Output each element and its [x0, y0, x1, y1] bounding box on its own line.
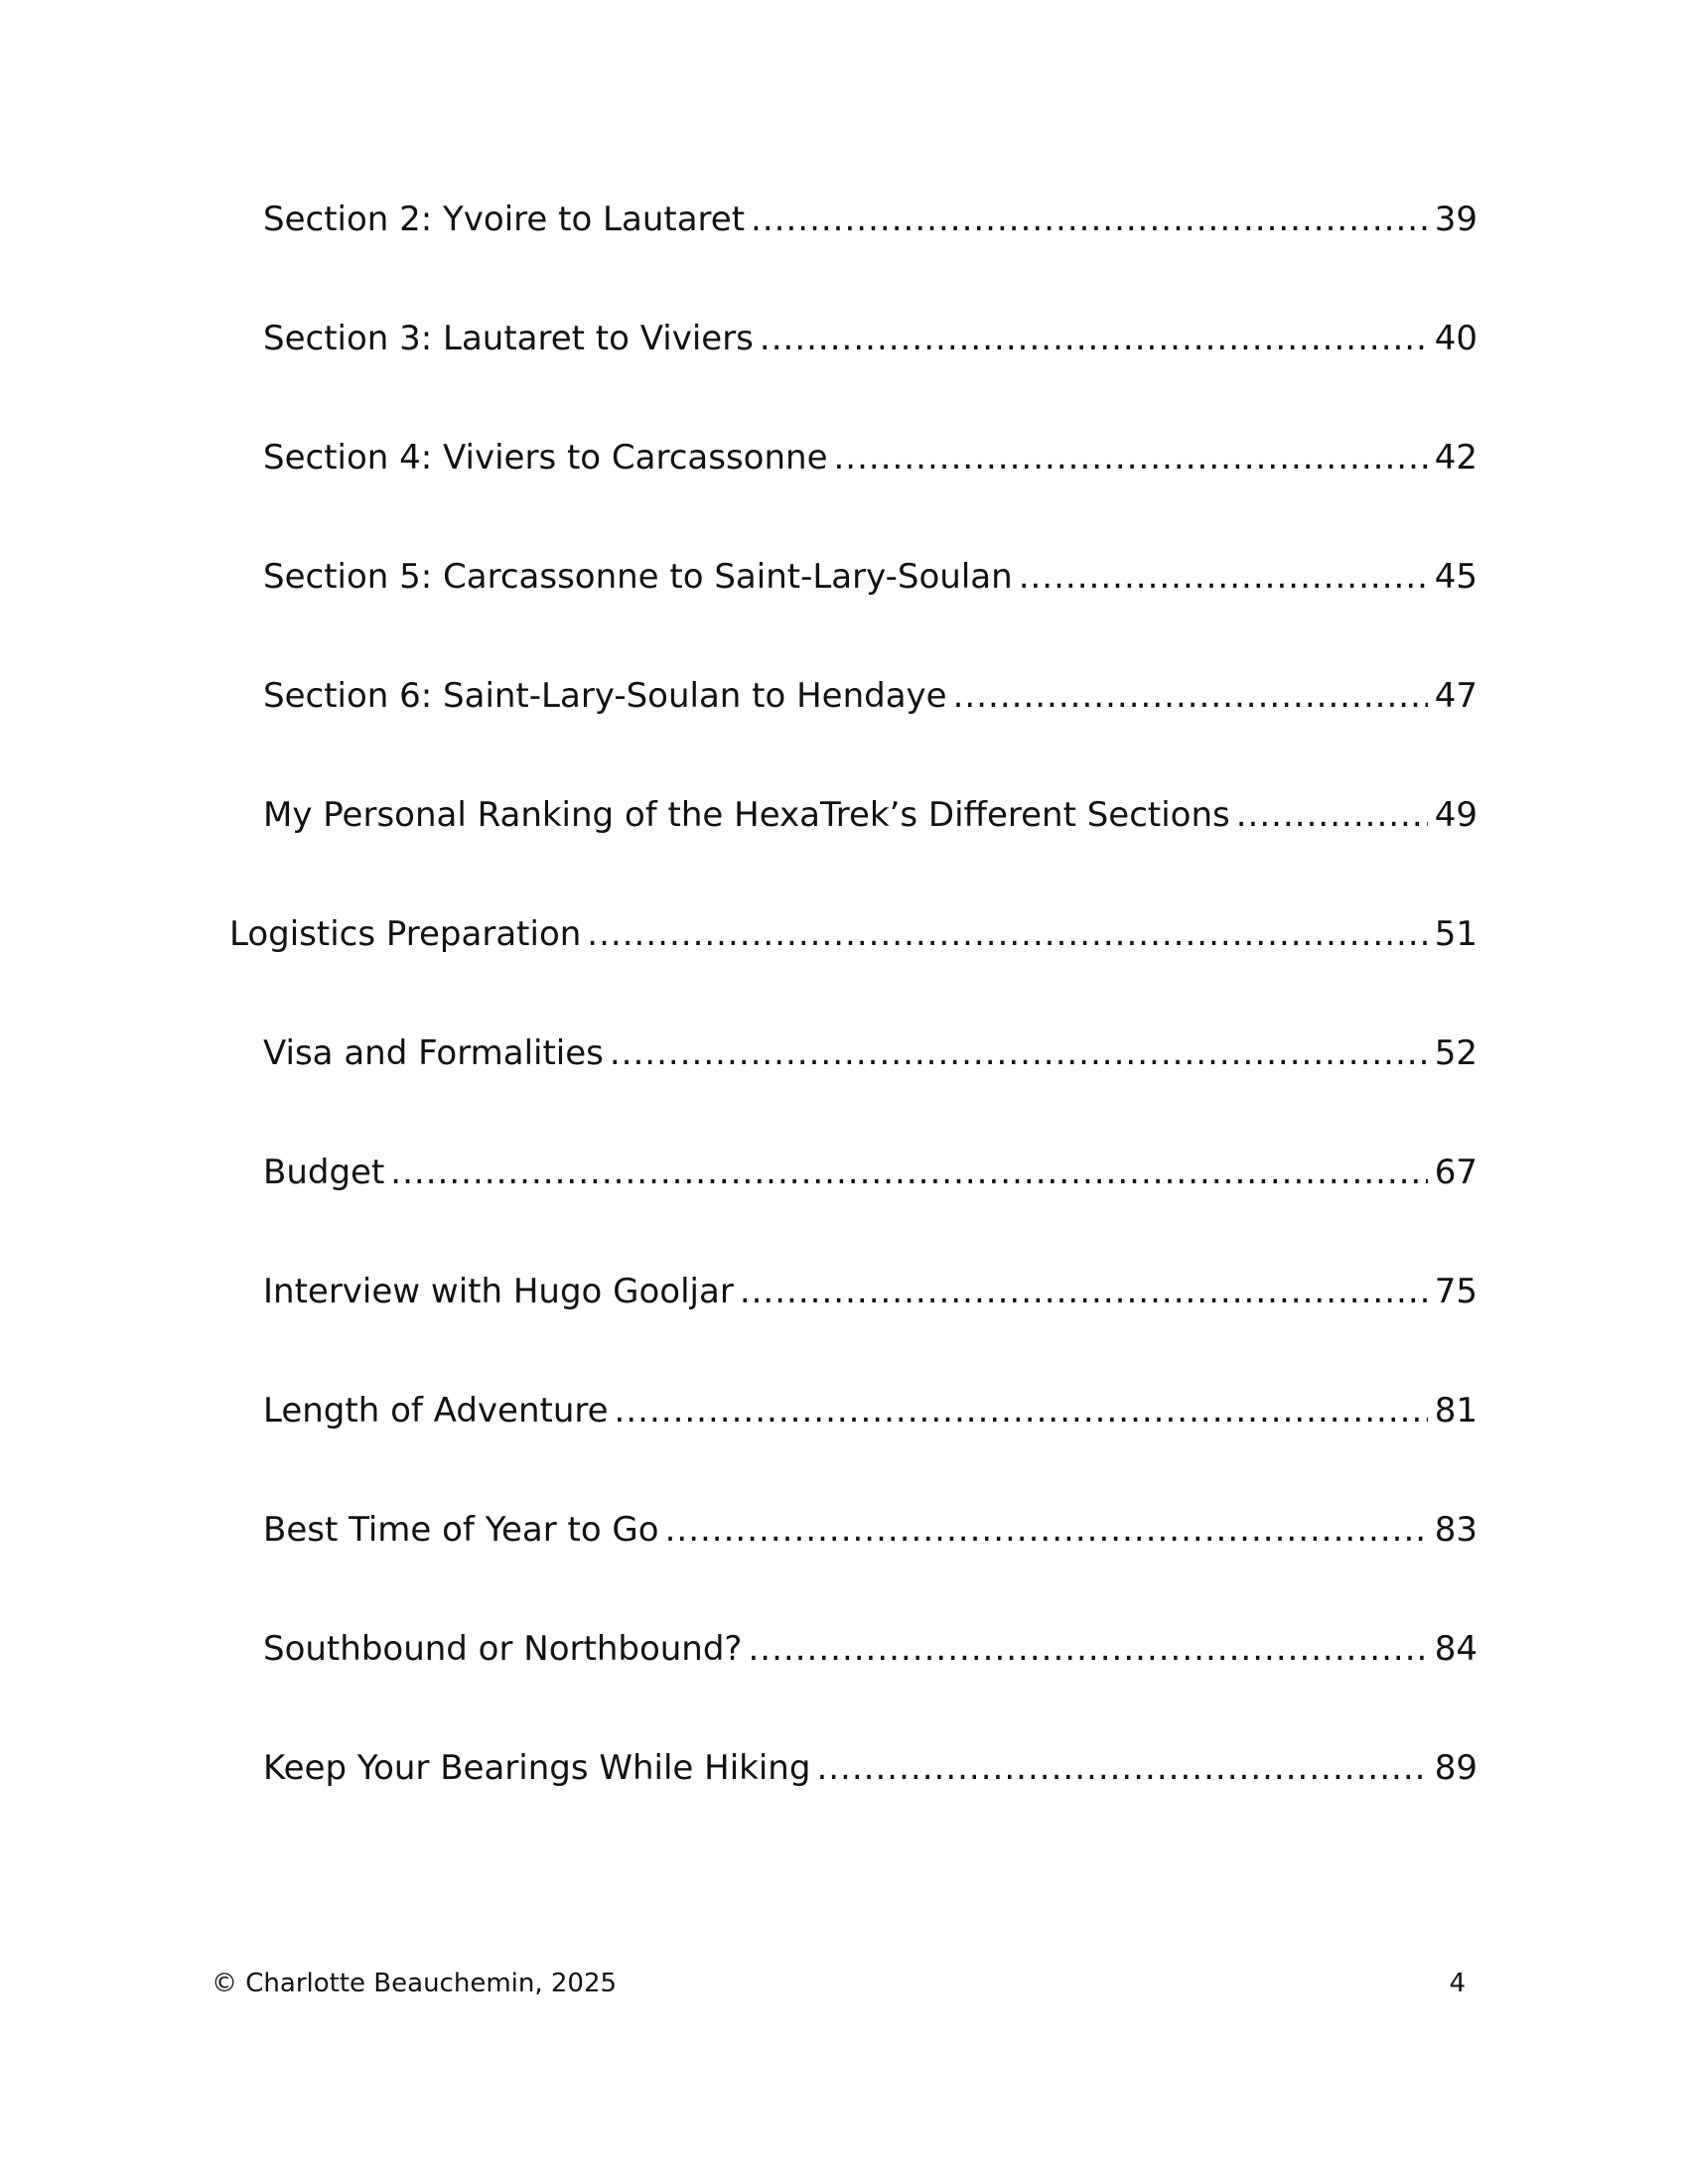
toc-dot-leader: [390, 1148, 1428, 1197]
toc-entry-page: 47: [1434, 676, 1477, 716]
toc-entry-page: 40: [1434, 319, 1477, 358]
toc-entry-budget[interactable]: [263, 1148, 1477, 1197]
toc-entry-section-3[interactable]: [263, 314, 1477, 363]
toc-entry-page: 84: [1434, 1629, 1477, 1669]
toc-entry-page: 39: [1434, 200, 1477, 239]
toc-entry-title: Visa and Formalities: [263, 1033, 604, 1073]
toc-entry-title: Length of Adventure: [263, 1391, 609, 1431]
toc-dot-leader: [834, 433, 1429, 482]
toc-entry-best-time[interactable]: [263, 1505, 1477, 1555]
page-footer: [211, 1964, 1466, 2003]
toc-entry-section-6[interactable]: [263, 671, 1477, 721]
toc-entry-page: 51: [1434, 914, 1477, 954]
toc-entry-page: 42: [1434, 438, 1477, 478]
toc-entry-title: Interview with Hugo Gooljar: [263, 1272, 734, 1311]
toc-entry-visa-formalities[interactable]: [263, 1028, 1477, 1078]
toc-entry-section-2[interactable]: [263, 195, 1477, 244]
toc-dot-leader: [615, 1386, 1428, 1435]
toc-entry-page: 49: [1434, 795, 1477, 835]
toc-entry-personal-ranking[interactable]: [263, 790, 1477, 840]
toc-entry-title: Section 6: Saint-Lary-Soulan to Hendaye: [263, 676, 947, 716]
toc-dot-leader: [587, 909, 1428, 959]
toc-entry-page: 81: [1434, 1391, 1477, 1431]
toc-dot-leader: [816, 1743, 1428, 1793]
toc-dot-leader: [740, 1267, 1428, 1316]
toc-entry-page: 75: [1434, 1272, 1477, 1311]
toc-entry-title: Best Time of Year to Go: [263, 1510, 659, 1550]
toc-entry-bearings[interactable]: [263, 1743, 1477, 1793]
toc-entry-title: Section 3: Lautaret to Viviers: [263, 319, 754, 358]
toc-dot-leader: [748, 1624, 1428, 1674]
toc-entry-title: Keep Your Bearings While Hiking: [263, 1748, 811, 1788]
toc-entry-title: Section 4: Viviers to Carcassonne: [263, 438, 828, 478]
toc-entry-title: Section 5: Carcassonne to Saint-Lary-Soulan: [263, 557, 1013, 597]
toc-entry-title: Southbound or Northbound?: [263, 1629, 743, 1669]
toc-entry-title: Logistics Preparation: [229, 914, 582, 954]
toc-entry-section-4[interactable]: [263, 433, 1477, 482]
toc-entry-logistics-preparation[interactable]: [229, 909, 1477, 959]
toc-entry-page: 83: [1434, 1510, 1477, 1550]
toc-entry-page: 89: [1434, 1748, 1477, 1788]
toc-entry-page: 45: [1434, 557, 1477, 597]
toc-dot-leader: [665, 1505, 1428, 1555]
toc-entry-page: 52: [1434, 1033, 1477, 1073]
toc-entry-title: Budget: [263, 1153, 385, 1192]
footer-page-number: 4: [1449, 1969, 1466, 1998]
toc-entry-page: 67: [1434, 1153, 1477, 1192]
footer-copyright: © Charlotte Beauchemin, 2025: [211, 1969, 618, 1998]
toc-dot-leader: [751, 195, 1428, 244]
toc-entry-direction[interactable]: [263, 1624, 1477, 1674]
toc-entry-length-of-adventure[interactable]: [263, 1386, 1477, 1435]
toc-dot-leader: [760, 314, 1428, 363]
toc-dot-leader: [1019, 552, 1428, 602]
toc-entry-interview[interactable]: [263, 1267, 1477, 1316]
toc-entry-title: Section 2: Yvoire to Lautaret: [263, 200, 746, 239]
toc-dot-leader: [1236, 790, 1428, 840]
toc-entry-section-5[interactable]: [263, 552, 1477, 602]
toc-dot-leader: [953, 671, 1428, 721]
toc-entry-title: My Personal Ranking of the HexaTrek’s Different Sections: [263, 795, 1230, 835]
toc-dot-leader: [610, 1028, 1428, 1078]
